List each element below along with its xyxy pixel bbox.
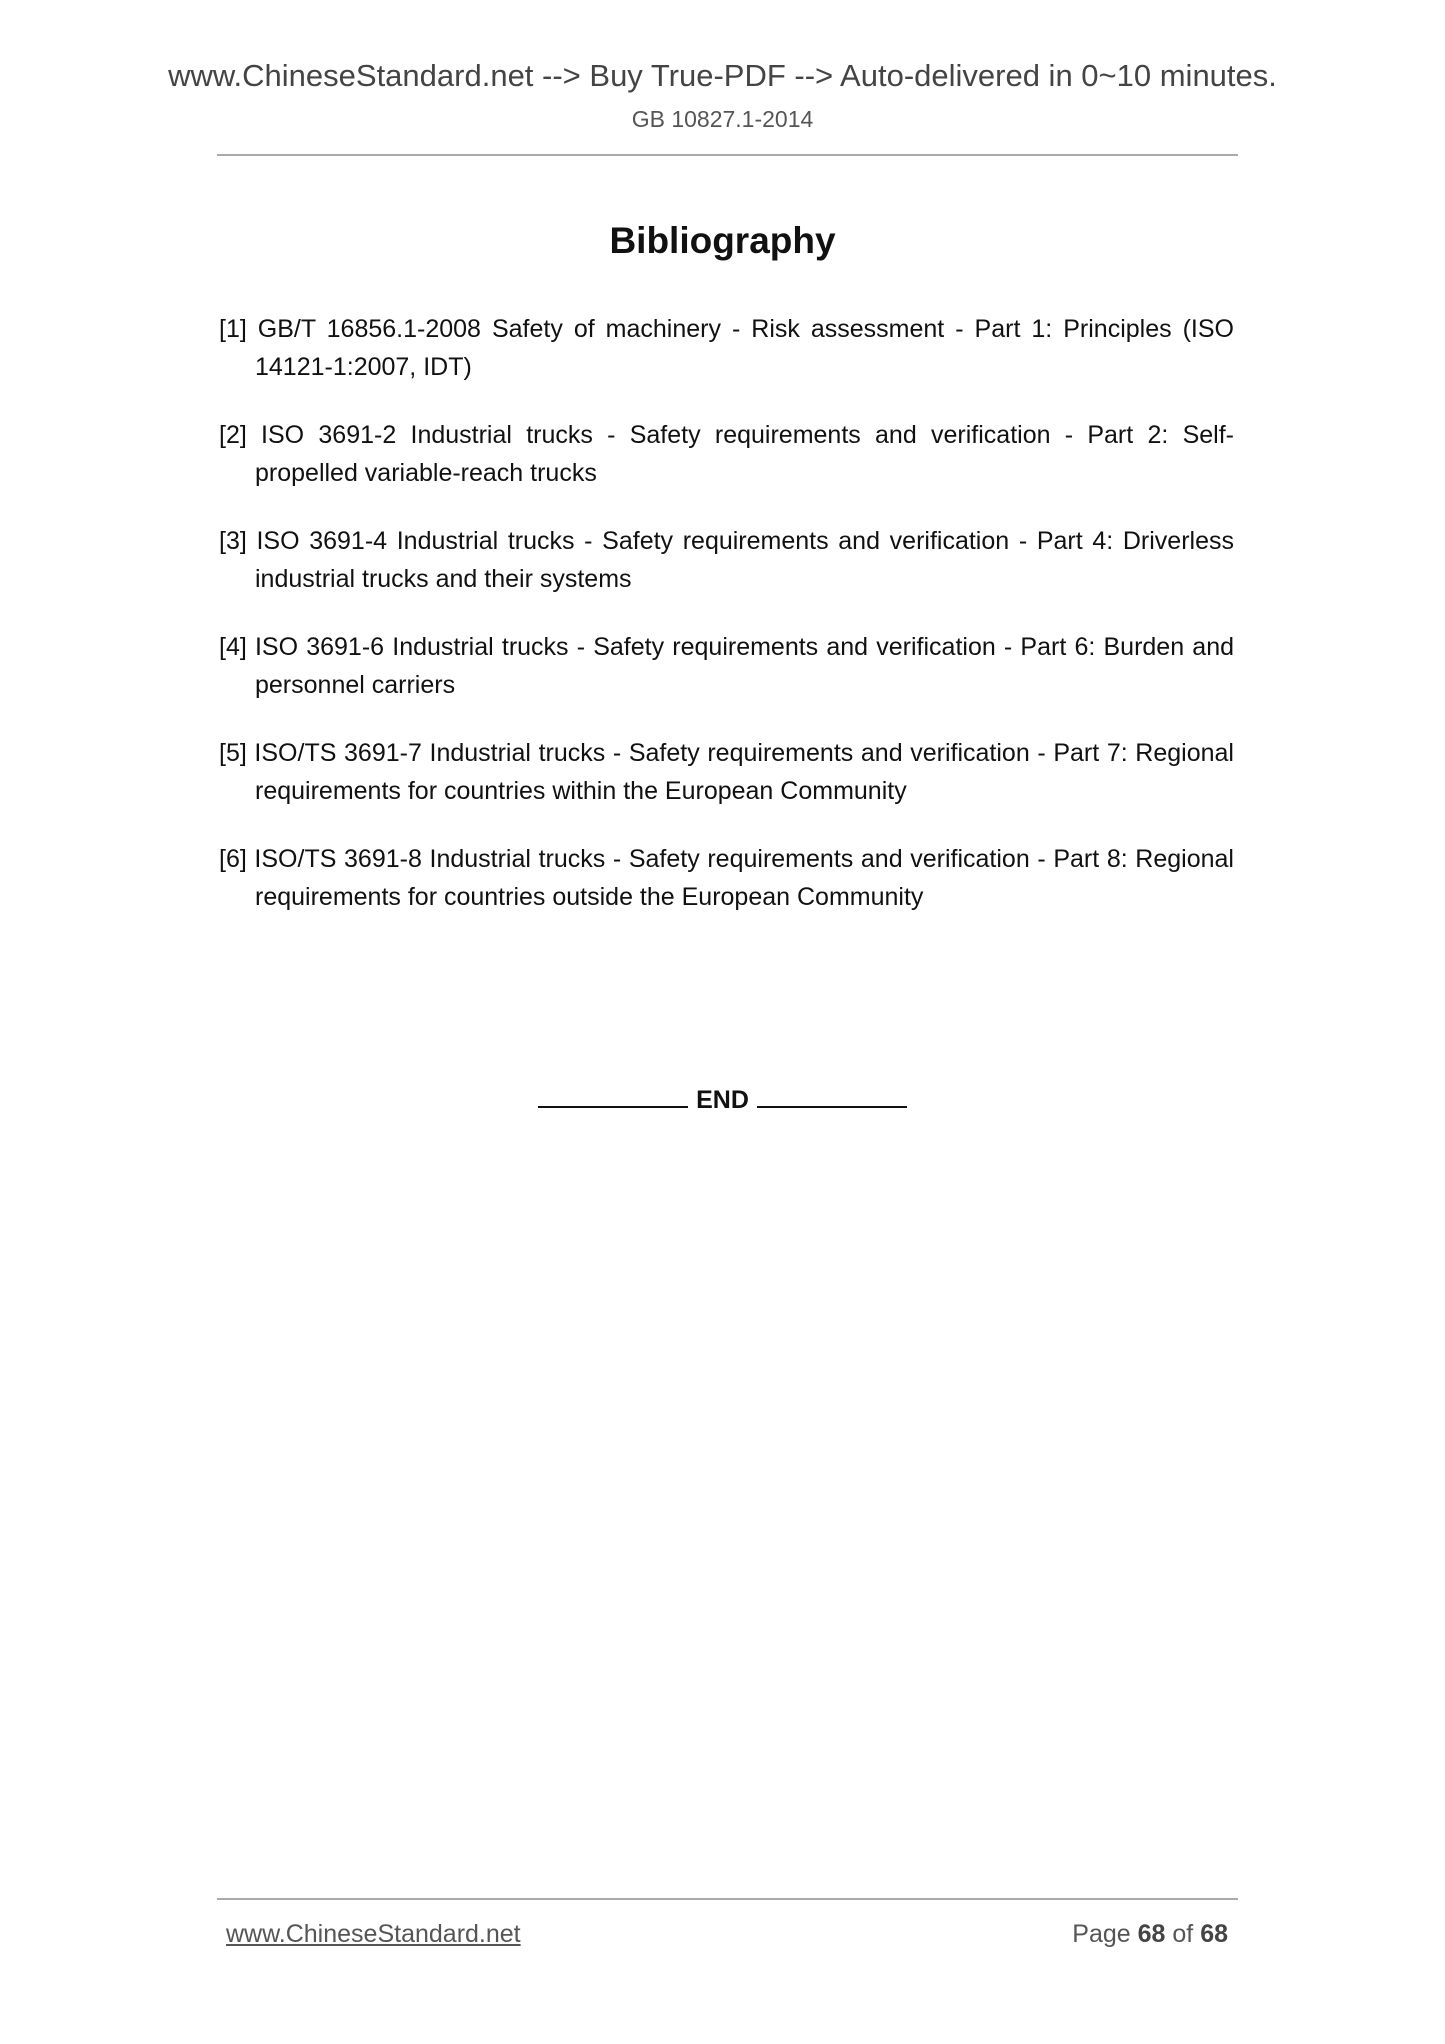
end-underline-left	[538, 1082, 688, 1108]
reference-item: [2] ISO 3691-2 Industrial trucks - Safety requirements and verification - Part 2: Self-propelled variable-reach trucks	[219, 421, 1234, 487]
page-number	[1072, 1920, 1228, 1949]
end-marker	[0, 1082, 1445, 1115]
page-word: Page	[1072, 1920, 1131, 1948]
end-underline-right	[757, 1082, 907, 1108]
standard-id: GB 10827.1-2014	[631, 106, 814, 132]
reference-item: [4] ISO 3691-6 Industrial trucks - Safety requirements and verification - Part 6: Burden and personnel carriers	[219, 633, 1234, 699]
reference-list	[219, 310, 1234, 946]
page-total: 68	[1200, 1920, 1228, 1948]
header-banner: www.ChineseStandard.net --> Buy True-PDF --> Auto-delivered in 0~10 minutes.	[168, 58, 1277, 93]
reference-item: [5] ISO/TS 3691-7 Industrial trucks - Safety requirements and verification - Part 7: Regional requirements for countries within the European Community	[219, 739, 1234, 805]
header-divider	[217, 154, 1238, 156]
footer-link[interactable]: www.ChineseStandard.net	[226, 1920, 521, 1948]
end-label: END	[696, 1086, 749, 1114]
page-title: Bibliography	[609, 220, 836, 261]
reference-item: [6] ISO/TS 3691-8 Industrial trucks - Safety requirements and verification - Part 8: Regional requirements for countries outside the European Community	[219, 845, 1234, 911]
page-current: 68	[1137, 1920, 1166, 1948]
reference-item: [1] GB/T 16856.1-2008 Safety of machinery - Risk assessment - Part 1: Principles (ISO 14121-1:2007, IDT)	[219, 315, 1234, 381]
reference-item: [3] ISO 3691-4 Industrial trucks - Safety requirements and verification - Part 4: Driverless industrial trucks and their systems	[219, 527, 1234, 593]
footer-divider	[217, 1898, 1238, 1900]
of-word: of	[1172, 1920, 1194, 1948]
